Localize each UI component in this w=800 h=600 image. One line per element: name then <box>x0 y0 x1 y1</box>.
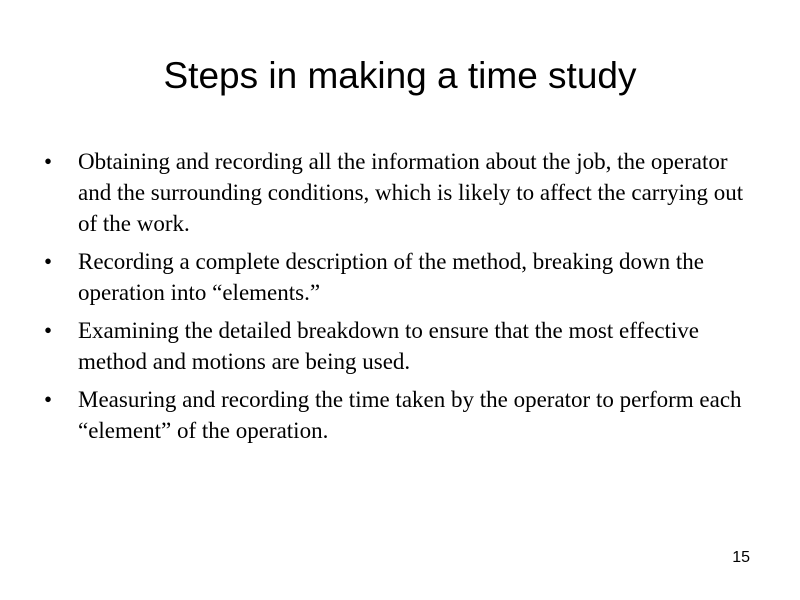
list-item <box>44 384 764 446</box>
bullet-icon: • <box>44 249 53 274</box>
list-item <box>44 246 764 308</box>
bullet-text: Obtaining and recording all the information about the job, the operator and the surrounding conditions, which is likely to affect the carrying out of the work. <box>78 149 744 236</box>
slide-number: 15 <box>732 549 750 566</box>
bullet-text: Measuring and recording the time taken by the operator to perform each “element” of the operation. <box>78 387 742 443</box>
bullet-icon: • <box>44 149 53 174</box>
list-item <box>44 146 764 239</box>
list-item <box>44 315 764 377</box>
bullet-text: Recording a complete description of the method, breaking down the operation into “elements.” <box>78 249 704 305</box>
slide-title: Steps in making a time study <box>163 55 637 96</box>
bullet-list <box>44 146 764 453</box>
bullet-icon: • <box>44 387 53 412</box>
bullet-text: Examining the detailed breakdown to ensure that the most effective method and motions are being used. <box>78 318 700 374</box>
bullet-icon: • <box>44 318 53 343</box>
